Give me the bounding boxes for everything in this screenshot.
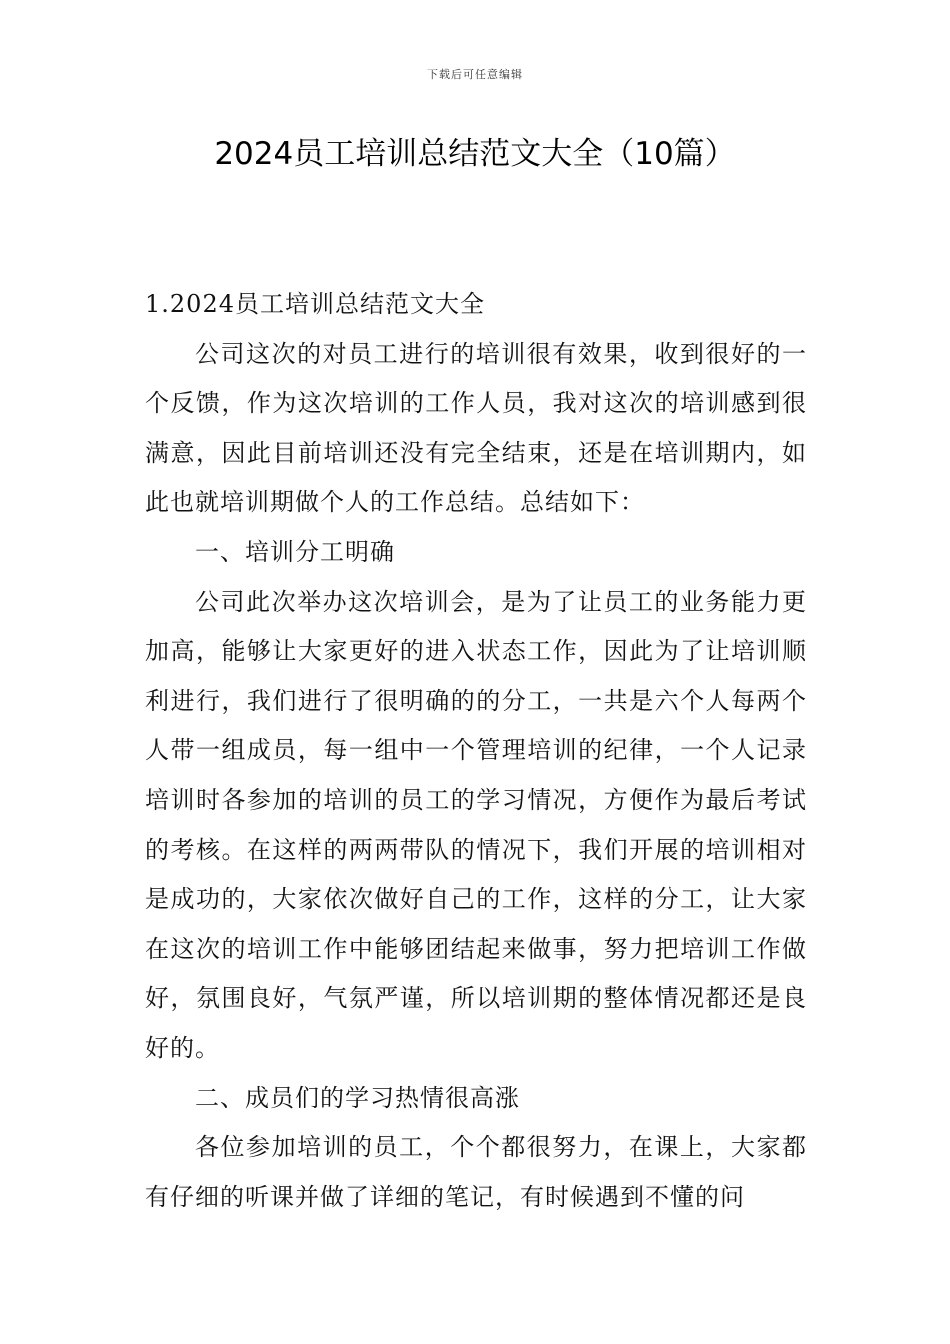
paragraph-division: 公司此次举办这次培训会，是为了让员工的业务能力更加高，能够让大家更好的进入状态工作，因此为了让培训顺利进行，我们进行了很明确的的分工，一共是六个人每两个人带一组成员，每一组中一个管理培训的纪律，一个人记录培训时各参加的培训的员工的学习情况，方便作为最后考试的考核。在这样的两两带队的情况下，我们开展的培训相对是成功的，大家依次做好自己的工作，这样的分工，让大家在这次的培训工作中能够团结起来做事，努力把培训工作做好，氛围良好，气氛严谨，所以培训期的整体情况都还是良好的。 — [145, 587, 807, 1062]
subheading-division: 一、培训分工明确 — [195, 537, 395, 566]
document-title: 2024员工培训总结范文大全（10篇） — [214, 136, 736, 172]
paragraph-enthusiasm: 各位参加培训的员工，个个都很努力，在课上，大家都有仔细的听课并做了详细的笔记，有时候遇到不懂的问 — [145, 1133, 807, 1211]
paragraph-intro: 公司这次的对员工进行的培训很有效果，收到很好的一个反馈，作为这次培训的工作人员，我对这次的培训感到很满意，因此目前培训还没有完全结束，还是在培训期内，如此也就培训期做个人的工作总结。总结如下： — [145, 339, 807, 517]
header-note: 下载后可任意编辑 — [427, 68, 523, 81]
document-body — [145, 280, 807, 1222]
section-title: 1.2024员工培训总结范文大全 — [145, 290, 485, 318]
subheading-enthusiasm: 二、成员们的学习热情很高涨 — [195, 1083, 520, 1112]
